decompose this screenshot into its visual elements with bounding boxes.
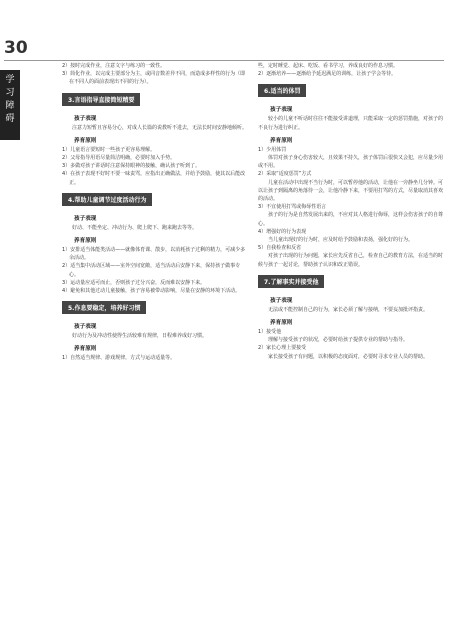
- list-item: 1）接受他: [258, 329, 282, 336]
- section-header: 6.适当的体罚: [258, 84, 306, 97]
- list-item: 3）多做对孩子讲话时注意保持眼神的接触，确认孩子听到了。: [62, 163, 201, 170]
- subheading: 孩子表现: [270, 297, 293, 304]
- list-item: 些，定时睡觉、起床、吃饭、看书学习，养成良好的作息习惯。: [258, 63, 399, 69]
- header-rule: [4, 60, 444, 61]
- list-item: 2）适当集中活动区域——室外空间宽敞，适当活动后安静下来，保持孩子做事专心。: [62, 263, 241, 278]
- body-paragraph: 好动、不能坐定、冲动行为、爬上爬下、跑来跑去等等。: [72, 224, 198, 231]
- section-header: 3.言语指导直接简短精要: [62, 93, 140, 106]
- subheading: 养育原则: [74, 238, 97, 245]
- body-paragraph: 无法或不能控制自己的行为，家长必须了解与接纳，不要妄加批评指责。: [268, 306, 429, 313]
- body-paragraph: 当儿童出现好的行为时，应及时给予鼓励和表扬，强化好的行为。: [268, 237, 414, 244]
- body-paragraph: 注意力短暂且容易分心，对成人长篇的说教听不进去，无法长时间安静地倾听。: [72, 124, 248, 131]
- body-paragraph: 体罚对孩子身心伤害较大，且效果不持久，孩子体罚后很快又会犯，应尽量少用或不用。: [258, 155, 444, 170]
- list-item: 3）运动量应适可而止，否则孩子过分兴奋，反而难以安静下来。: [62, 279, 206, 286]
- subheading: 养育原则: [270, 320, 293, 327]
- sidebar-char: 学: [5, 75, 15, 85]
- section-header: 7.了解事实并接受他: [258, 275, 324, 288]
- section-header: 4.帮助儿童调节过度活动行为: [62, 193, 152, 206]
- sidebar-char: 习: [5, 88, 15, 98]
- list-item: 2）按时完成作业，注意文字与练习的一致性。: [62, 63, 166, 69]
- body-paragraph: 儿童在活动中出现不当行为时，可以暂停他的活动，让他在一旁静坐几分钟。可以让孩子到隔离的角落待一会，让他冷静下来，不要用打骂的方式，尽量取消其喜欢的活动。: [258, 179, 444, 203]
- body-paragraph: 好动行为及冲动性使得生活较难有规律，日程难养成好习惯。: [72, 333, 208, 340]
- subheading: 孩子表现: [270, 107, 293, 114]
- list-item: 2）父母指导用语尽量简洁明确，必要时加入手势。: [62, 155, 176, 162]
- list-item: 2）采取“适度惩罚”方式: [258, 171, 312, 178]
- chapter-sidebar-tab: [0, 70, 20, 140]
- section-header: 5.作息要稳定，培养好习惯: [62, 301, 146, 314]
- right-column: [258, 62, 443, 361]
- left-column: [62, 62, 250, 363]
- list-item: 3）简化作业，以完成主要部分为主，或同音数差异不同，而造成多样性的行为（即在不同人的面前表现出不同的行为）。: [62, 71, 246, 86]
- list-item: 4）避免和其他过动儿童接触，孩子容易被带动影响，尽量在安静的环境下活动。: [62, 288, 241, 295]
- body-paragraph: 较小的儿童不听话时往往不能接受讲道理，只能采取一定的惩罚措施，对孩子的不良行为进行纠正。: [258, 116, 444, 131]
- subheading: 养育原则: [74, 137, 97, 144]
- subheading: 养育原则: [74, 346, 97, 353]
- body-paragraph: 孩子的行为是自然发展出来的，不应对其人格进行侮辱，这样会伤害孩子的自尊心。: [258, 212, 444, 227]
- list-item: 4）增强好的行为表现: [258, 228, 307, 235]
- sidebar-char: 碍: [5, 114, 15, 124]
- list-item: 1）少用体罚: [258, 146, 287, 153]
- body-paragraph: 对孩子出现的行为问题，家长应先反省自己，检查自己的教育方法，在适当的时候与孩子一起讨论，帮助孩子认识和改正错误。: [258, 253, 444, 268]
- subheading: 孩子表现: [74, 115, 97, 122]
- subheading: 孩子表现: [74, 215, 97, 222]
- body-paragraph: 家长接受孩子有问题，以积极的态度面对，必要时寻求专业人员的帮助。: [268, 353, 429, 360]
- list-item: 3）不宜使用打骂或侮辱性语言: [258, 204, 327, 211]
- list-item: 1）自然适当规律、游戏规律，方式与运动适量等。: [62, 355, 176, 362]
- page-number: 30: [4, 38, 28, 58]
- list-item: 2）逐渐培养——逐渐给予延迟满足的训练，让孩子学会等待。: [258, 71, 397, 78]
- list-item: 2）家长心理上要接受: [258, 345, 307, 352]
- list-item: 4）在孩子表现不好时不要一味责骂，应指出正确做法，并给予鼓励，使其以后能改正。: [62, 171, 246, 186]
- sidebar-char: 障: [5, 101, 15, 111]
- list-item: 5）自我检查和反省: [258, 245, 302, 252]
- body-paragraph: 理解与接受孩子的状况，必要时给孩子提供专业的帮助与指导。: [268, 337, 409, 344]
- subheading: 孩子表现: [74, 324, 97, 331]
- list-item: 1）儿童语言要短时一些孩子更容易理解。: [62, 146, 156, 153]
- list-item: 1）安排适当体能类活动——就像体育课、散步，以消耗孩子过剩的精力，可减少多余活动。: [62, 247, 246, 262]
- subheading: 养育原则: [270, 137, 293, 144]
